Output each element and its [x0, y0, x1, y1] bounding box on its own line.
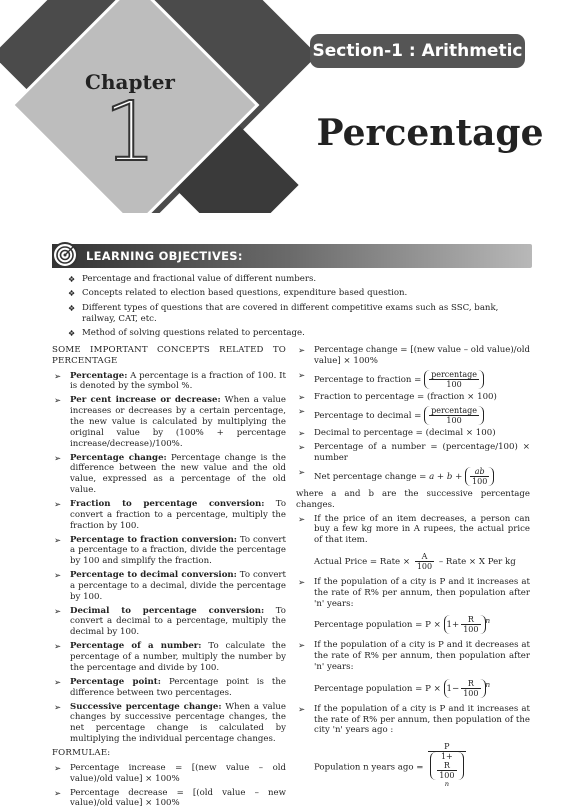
denominator — [428, 752, 465, 792]
exponent: n — [485, 680, 491, 689]
concept-text: When a value increases or decreases by a certain percentage, the new value is calculated by multiplying the original value by (100% + percentage increase/decrease)/100%. — [70, 395, 286, 449]
fraction — [470, 467, 489, 486]
concepts-heading: SOME IMPORTANT CONCEPTS RELATED TO PERCENTAGE — [52, 345, 286, 366]
formulae-heading: FORMULAE: — [52, 747, 111, 758]
numerator: P — [428, 742, 465, 752]
concept-item — [52, 570, 286, 602]
formula-item — [296, 467, 530, 486]
formula-item — [296, 406, 530, 425]
formula-term: P × — [425, 620, 441, 631]
formula-tail: – Rate × X Per kg — [438, 557, 516, 568]
concept-term: Percentage of a number: — [70, 641, 202, 652]
chapter-label: Chapter — [85, 70, 175, 94]
list-item: ❖ Method of solving questions related to percentage. — [62, 328, 532, 339]
target-icon — [52, 242, 78, 268]
concept-item — [52, 395, 286, 449]
formula-label: Actual Price = Rate × — [314, 557, 411, 568]
concept-term: Percentage change: — [70, 452, 167, 463]
formula-label: Percentage to fraction = — [314, 374, 422, 385]
denominator: 100 — [416, 562, 433, 572]
concept-text: When a value changes by successive percentage changes, the net percentage change is calculated by multiplying the individual percentage changes. — [70, 701, 287, 744]
fraction — [461, 679, 480, 698]
list-item: ❖ Concepts related to election based questions, expenditure based question. — [62, 288, 532, 299]
formula-paren — [424, 370, 484, 389]
formula-expression: a + b + — [429, 471, 463, 482]
denominator: 100 — [463, 625, 479, 635]
formula-paren — [424, 406, 484, 425]
formula-label: Percentage population = — [314, 683, 423, 694]
formula-item: ➢ If the population of a city is P and it increases at the rate of R% per annum, then population after 'n' years: — [296, 577, 530, 609]
concept-term: Per cent increase or decrease: — [70, 395, 221, 406]
concept-term: Fraction to percentage conversion: — [70, 498, 265, 509]
chapter-header — [0, 0, 581, 213]
concept-item — [52, 702, 286, 745]
numerator: R — [437, 761, 456, 771]
denominator: 100 — [446, 379, 462, 389]
fraction — [429, 370, 479, 389]
concept-term: Percentage point: — [70, 676, 161, 687]
exponent: n — [444, 780, 449, 789]
concept-text: A percentage is a fraction of 100. It is denoted by the symbol %. — [70, 370, 286, 392]
concept-text: To convert a percentage to a fraction, divide the percentage by 100 and simplify the fraction. — [70, 534, 286, 567]
numerator: ab — [470, 467, 489, 477]
actual-price-formula — [314, 552, 530, 571]
fraction — [435, 761, 458, 780]
fraction — [461, 615, 480, 634]
concept-term: Percentage to decimal conversion: — [70, 570, 237, 581]
formula-item: ➢ If the price of an item decreases, a person can buy a few kg more in A rupees, the actual price of that item. — [296, 514, 530, 546]
section-badge: Section-1 : Arithmetic — [310, 34, 525, 68]
learning-objectives-list — [62, 274, 532, 343]
denominator: 100 — [439, 771, 455, 781]
formula-paren — [430, 752, 463, 780]
formula-item: ➢ Percentage increase = [(new value – old value)/old value] × 100% — [52, 763, 286, 785]
concept-text: Percentage change is the difference between the new value and the old value, expressed as a percentage of the old value. — [70, 452, 286, 495]
formula-paren — [444, 679, 486, 698]
numerator: percentage — [431, 369, 477, 379]
formula-item: ➢ Decimal to percentage = (decimal × 100) — [296, 428, 530, 439]
learning-objectives-bar — [52, 244, 532, 268]
note-text: where a and b are the successive percentage changes. — [296, 489, 530, 510]
concept-text: Percentage point is the difference between two percentages. — [70, 676, 287, 698]
concept-item — [52, 606, 286, 638]
concept-term: Percentage to fraction conversion: — [70, 534, 237, 545]
population-ago-formula — [314, 742, 530, 792]
concept-term: Successive percentage change: — [70, 701, 222, 712]
concept-item — [52, 499, 286, 531]
numerator: percentage — [431, 405, 478, 415]
denominator: 100 — [463, 688, 479, 698]
concept-item — [52, 677, 286, 699]
numerator: R — [461, 615, 480, 625]
concept-item — [52, 535, 286, 567]
formula-label: Net percentage change = — [314, 471, 427, 482]
formula-paren — [444, 615, 486, 634]
concept-text: To convert a fraction to a percentage, multiply the fraction by 100. — [70, 498, 286, 531]
formula-item: ➢ Percentage of a number = (percentage/100) × number — [296, 442, 530, 464]
chapter-title: Percentage — [316, 112, 544, 154]
chapter-number: 1 — [103, 85, 157, 180]
formula-label: Population n years ago = — [314, 762, 424, 773]
formula-term: 1+ — [446, 620, 460, 631]
list-item: ❖ Different types of questions that are covered in different competitive exams such as SSC, bank, railway, CAT, etc. — [62, 303, 532, 325]
formula-term: 1− — [446, 683, 460, 694]
formula-term: 1+ — [440, 752, 453, 762]
numerator: R — [461, 679, 480, 689]
list-item: ❖ Percentage and fractional value of different numbers. — [62, 274, 532, 285]
concept-term: Decimal to percentage conversion: — [70, 605, 265, 616]
formula-item: ➢ Percentage decrease = [(old value – new value)/old value] × 100% — [52, 788, 286, 810]
denominator: 100 — [446, 415, 462, 425]
left-column — [52, 345, 286, 812]
fraction — [429, 406, 479, 425]
concept-item — [52, 371, 286, 393]
formula-item: ➢ Fraction to percentage = (fraction × 100) — [296, 392, 530, 403]
concept-term: Percentage: — [70, 370, 128, 381]
exponent: n — [485, 616, 491, 626]
formula-paren — [465, 467, 494, 486]
population-increase-formula — [314, 615, 530, 634]
denominator: 100 — [472, 476, 488, 486]
concept-text: To convert a percentage to a decimal, divide the percentage by 100. — [70, 570, 286, 602]
numerator: A — [415, 552, 434, 562]
concept-text: To calculate the percentage of a number, multiply the number by the percentage and divide by 100. — [70, 641, 286, 673]
formula-item: ➢ If the population of a city is P and it increases at the rate of R% per annum, then population of the city 'n' years ago : — [296, 704, 530, 736]
population-decrease-formula — [314, 679, 530, 698]
formula-item: ➢ Percentage change = [(new value – old value)/old value] × 100% — [296, 345, 530, 367]
right-column — [296, 345, 530, 798]
fraction — [415, 552, 434, 571]
formula-term: P × — [425, 683, 441, 694]
formula-item: ➢ If the population of a city is P and it decreases at the rate of R% per annum, then population after 'n' years: — [296, 640, 530, 672]
concept-item — [52, 641, 286, 673]
formula-label: Percentage to decimal = — [314, 410, 422, 421]
concept-text: To convert a decimal to a percentage, multiply the decimal by 100. — [70, 605, 286, 638]
learning-objectives-heading: LEARNING OBJECTIVES: — [86, 249, 243, 263]
concept-item — [52, 453, 286, 496]
formula-item — [296, 370, 530, 389]
fraction — [428, 742, 465, 792]
formula-label: Percentage population = — [314, 620, 423, 631]
